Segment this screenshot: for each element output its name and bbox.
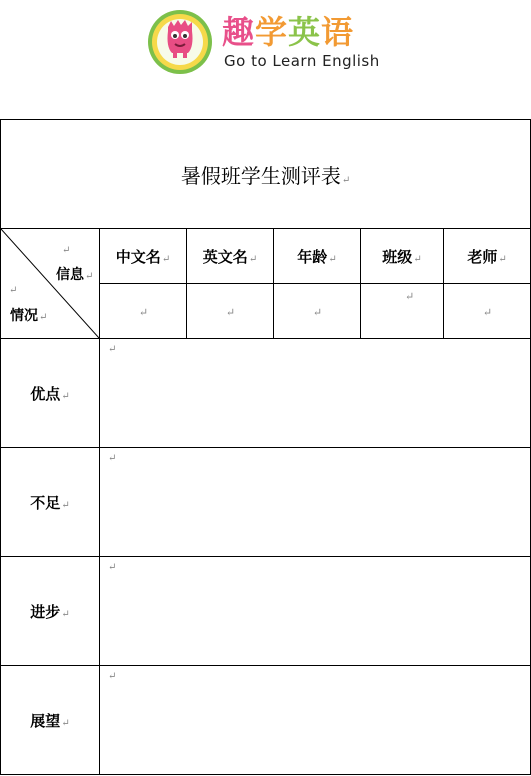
brand-char: 英: [288, 13, 322, 51]
class-field[interactable]: ↵: [361, 284, 444, 339]
column-header-english-name: 英文名↵: [187, 229, 274, 284]
outlook-field[interactable]: ↵: [100, 666, 531, 775]
column-header-teacher: 老师↵: [444, 229, 531, 284]
weaknesses-field[interactable]: ↵: [100, 448, 531, 557]
evaluation-form-table: [0, 119, 531, 775]
row-label-outlook: 展望↵: [1, 666, 100, 775]
column-header-age: 年龄↵: [274, 229, 361, 284]
form-title-cell: [1, 120, 531, 229]
brand-name-en: Go to Learn English: [224, 52, 380, 70]
row-label-strengths: 优点↵: [1, 339, 100, 448]
logo-badge-icon: [148, 10, 212, 74]
chinese-name-field[interactable]: ↵: [100, 284, 187, 339]
column-header-class: 班级↵: [361, 229, 444, 284]
column-header-chinese-name: 中文名↵: [100, 229, 187, 284]
diagonal-header-cell: [1, 229, 100, 339]
row-label-weaknesses: 不足↵: [1, 448, 100, 557]
progress-field[interactable]: ↵: [100, 557, 531, 666]
brand-char: 学: [255, 13, 289, 51]
diagonal-label-info: 信息↵: [56, 267, 94, 283]
brand-char: 趣: [222, 13, 256, 51]
english-name-field[interactable]: ↵: [187, 284, 274, 339]
return-mark: ↵: [62, 245, 71, 256]
strengths-field[interactable]: ↵: [100, 339, 531, 448]
pink-monster-icon: [164, 19, 196, 59]
brand-logo: [148, 10, 383, 76]
form-title: 暑假班学生测评表: [180, 163, 341, 188]
return-mark: ↵: [341, 174, 351, 186]
row-label-progress: 进步↵: [1, 557, 100, 666]
teacher-field[interactable]: ↵: [444, 284, 531, 339]
diagonal-label-situation: 情况↵: [10, 308, 48, 324]
brand-char: 语: [321, 13, 355, 51]
return-mark: ↵: [9, 285, 18, 296]
brand-name-cn: [222, 12, 354, 52]
age-field[interactable]: ↵: [274, 284, 361, 339]
